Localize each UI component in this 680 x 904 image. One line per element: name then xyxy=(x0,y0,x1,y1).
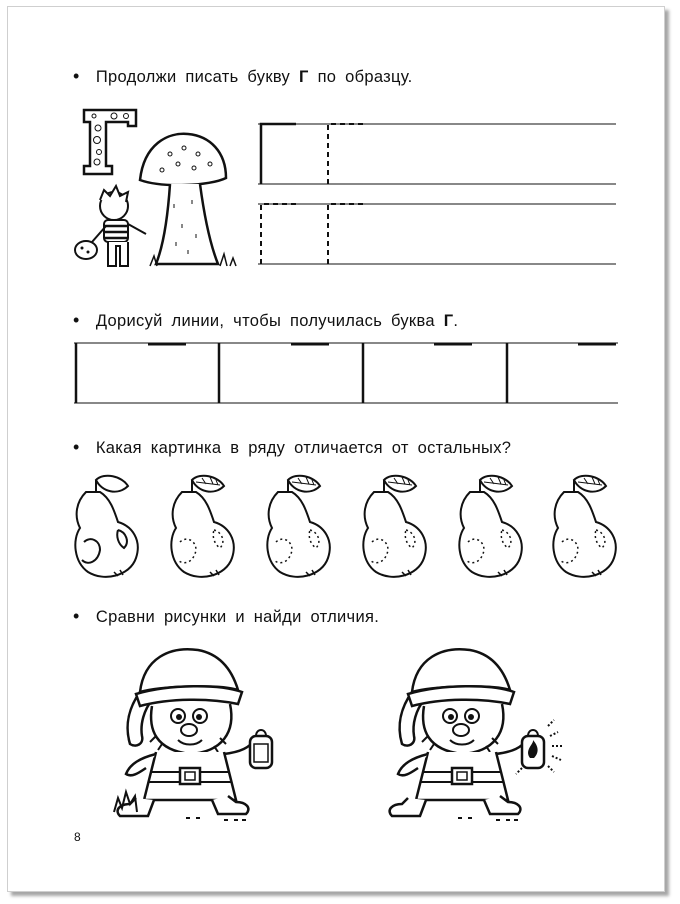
complete-letter-lines xyxy=(74,342,620,406)
dotted-letter-icon xyxy=(84,110,136,174)
boy-with-basket-icon xyxy=(75,186,146,266)
gnome-left-icon[interactable] xyxy=(114,649,272,820)
letter-writing-lines xyxy=(258,120,618,270)
task-1-instruction: • Продолжи писать букву Г по образцу. xyxy=(73,66,413,86)
pear-1-icon[interactable] xyxy=(75,476,137,577)
pear-4-icon[interactable] xyxy=(363,476,425,577)
task-letter: Г xyxy=(299,68,309,86)
pear-6-icon[interactable] xyxy=(553,476,615,577)
task-3-instruction: • Какая картинка в ряду отличается от остальных? xyxy=(73,437,512,457)
mushroom-icon xyxy=(140,134,236,266)
dotted-letter-trace xyxy=(261,204,296,264)
task-letter: Г xyxy=(443,312,454,330)
pear-5-icon[interactable] xyxy=(459,476,521,577)
letter-mushroom-boy-illustration xyxy=(70,104,242,276)
sample-letter-stroke xyxy=(261,124,296,184)
lit-lantern-icon xyxy=(516,720,562,774)
pears-row xyxy=(70,470,620,582)
dotted-letter-trace xyxy=(328,124,366,184)
page-number: 8 xyxy=(74,830,81,844)
dotted-letter-trace xyxy=(328,204,366,264)
bullet-icon: • xyxy=(73,66,80,86)
task-2-instruction: • Дорисуй линии, чтобы получилась буква Г. xyxy=(73,310,459,330)
pear-2-icon[interactable] xyxy=(171,476,233,577)
bullet-icon: • xyxy=(73,310,80,330)
gnomes-comparison xyxy=(100,640,600,822)
lantern-icon xyxy=(250,730,272,768)
task-4-instruction: • Сравни рисунки и найди отличия. xyxy=(73,606,380,626)
pear-3-icon[interactable] xyxy=(267,476,329,577)
bullet-icon: • xyxy=(73,437,80,457)
gnome-right-icon[interactable] xyxy=(390,649,562,820)
bullet-icon: • xyxy=(73,606,80,626)
